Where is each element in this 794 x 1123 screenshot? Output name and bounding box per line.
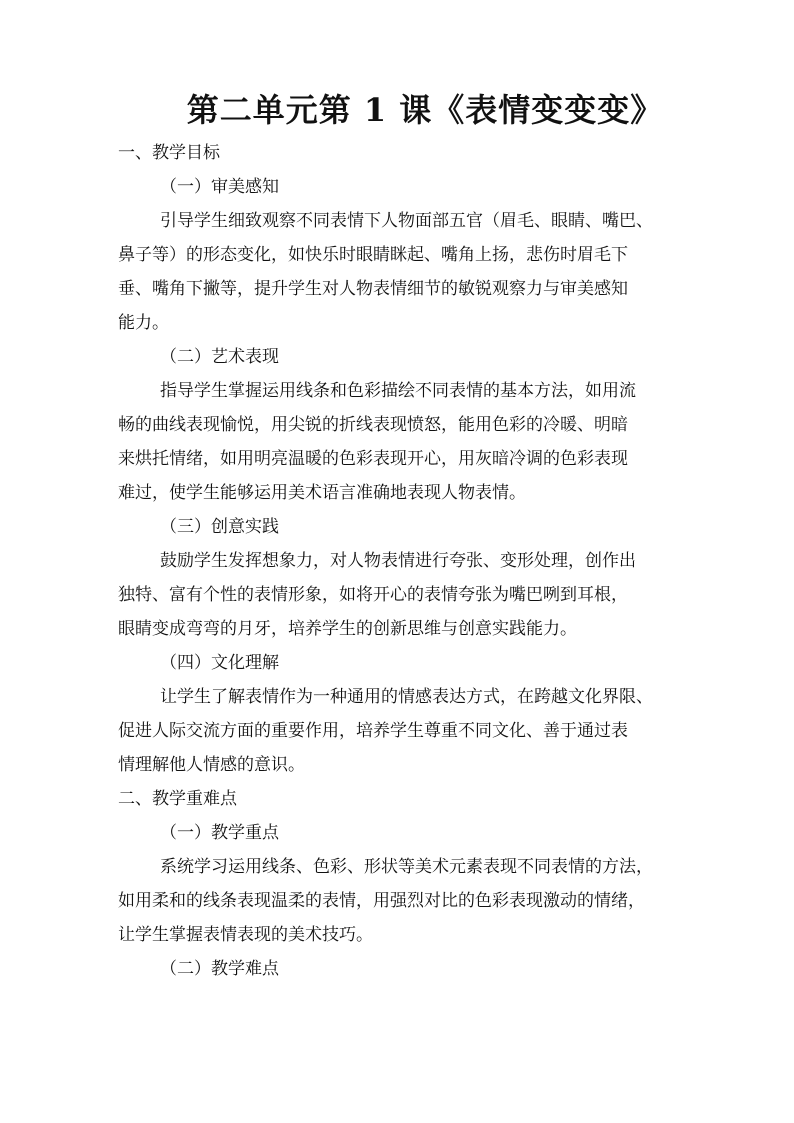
paragraph-line: 畅的曲线表现愉悦，用尖锐的折线表现愤怒，能用色彩的冷暖、明暗 xyxy=(118,415,628,435)
subheading-creative-practice: （三）创意实践 xyxy=(160,517,279,537)
document-title: 第二单元第 1 课《表情变变变》 xyxy=(186,91,664,129)
paragraph-line: 引导学生细致观察不同表情下人物面部五官（眉毛、眼睛、嘴巴、 xyxy=(160,211,653,231)
paragraph-line: 如用柔和的线条表现温柔的表情，用强烈对比的色彩表现激动的情绪， xyxy=(118,891,645,911)
paragraph-line: 能力。 xyxy=(118,313,169,333)
paragraph-line: 来烘托情绪，如用明亮温暖的色彩表现开心，用灰暗冷调的色彩表现 xyxy=(118,449,628,469)
paragraph-line: 让学生掌握表情表现的美术技巧。 xyxy=(118,925,373,945)
subheading-teaching-difficulty: （二）教学难点 xyxy=(160,959,279,979)
section-heading-teaching-goals: 一、教学目标 xyxy=(118,143,220,163)
paragraph-line: 指导学生掌握运用线条和色彩描绘不同表情的基本方法，如用流 xyxy=(160,381,636,401)
subheading-cultural-understanding: （四）文化理解 xyxy=(160,653,279,673)
subheading-teaching-focus: （一）教学重点 xyxy=(160,823,279,843)
paragraph-line: 难过，使学生能够运用美术语言准确地表现人物表情。 xyxy=(118,483,526,503)
paragraph-line: 让学生了解表情作为一种通用的情感表达方式，在跨越文化界限、 xyxy=(160,687,653,707)
document-body xyxy=(118,136,678,986)
paragraph-line: 鼓励学生发挥想象力，对人物表情进行夸张、变形处理，创作出 xyxy=(160,551,636,571)
paragraph-line: 鼻子等）的形态变化，如快乐时眼睛眯起、嘴角上扬，悲伤时眉毛下 xyxy=(118,245,628,265)
paragraph-line: 情理解他人情感的意识。 xyxy=(118,755,305,775)
paragraph-line: 促进人际交流方面的重要作用，培养学生尊重不同文化、善于通过表 xyxy=(118,721,628,741)
subheading-aesthetic-perception: （一）审美感知 xyxy=(160,177,279,197)
subheading-artistic-expression: （二）艺术表现 xyxy=(160,347,279,367)
paragraph-line: 眼睛变成弯弯的月牙，培养学生的创新思维与创意实践能力。 xyxy=(118,619,577,639)
paragraph-line: 独特、富有个性的表情形象，如将开心的表情夸张为嘴巴咧到耳根， xyxy=(118,585,628,605)
section-heading-key-points: 二、教学重难点 xyxy=(118,789,237,809)
paragraph-line: 垂、嘴角下撇等，提升学生对人物表情细节的敏锐观察力与审美感知 xyxy=(118,279,628,299)
paragraph-line: 系统学习运用线条、色彩、形状等美术元素表现不同表情的方法， xyxy=(160,857,653,877)
